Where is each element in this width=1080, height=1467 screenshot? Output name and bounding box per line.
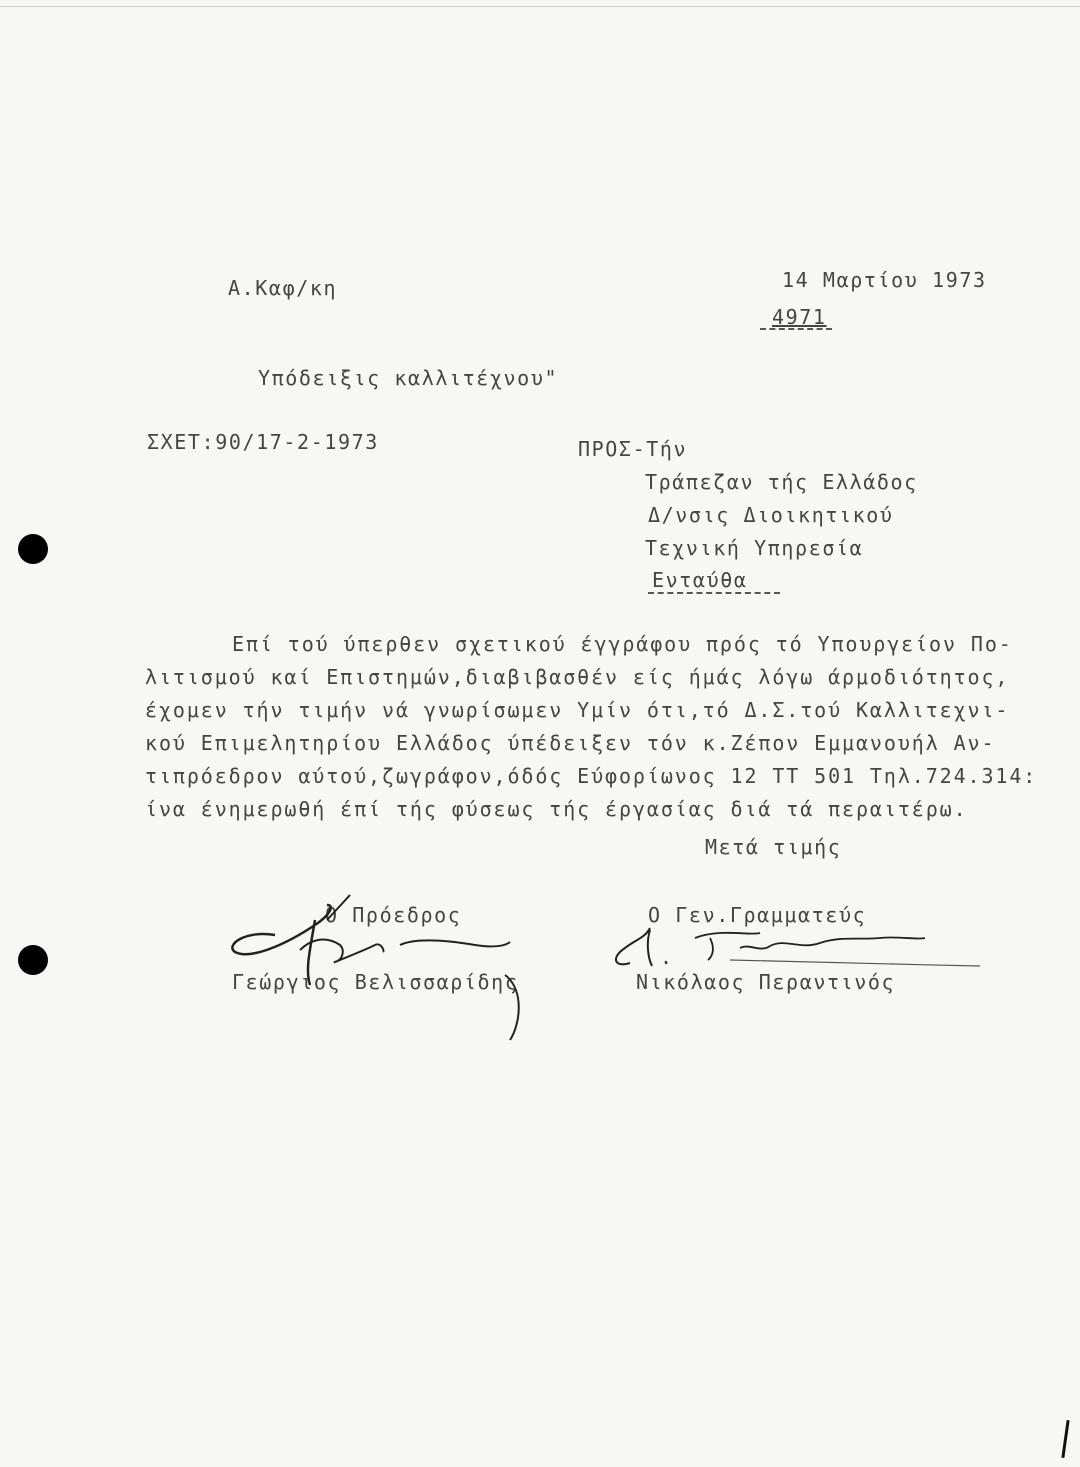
recipient-underline [648,592,780,594]
letter-date: 14 Μαρτίου 1973 [782,268,987,292]
body-line-3: έχομεν τήν τιμήν νά γνωρίσωμεν Υμίν ότι,τό Δ.Σ.τού Καλλιτεχνι- [145,698,1010,722]
punch-hole-top [18,534,48,564]
body-line-2: λιτισμού καί Επιστημών,διαβιβασθέν είς ήμάς λόγω άρμοδιότητος, [145,665,1010,689]
right-signatory-title: Ο Γεν.Γραμματεύς [648,903,867,927]
body-line-5: τιπρόεδρον αύτού,ζωγράφον,όδός Εύφορίωνος 12 ΤΤ 501 Τηλ.724.314: [145,764,1038,788]
recipient-line-1: Τράπεζαν τής Ελλάδος [645,470,918,494]
closing: Μετά τιμής [705,835,842,859]
subject-line: Υπόδειξις καλλιτέχνου" [258,366,559,390]
page-top-edge [0,6,1080,7]
body-line-6: ίνα ένημερωθή έπί τής φύσεως τής έργασίας διά τά περαιτέρω. [145,797,968,821]
left-signatory-name: Γεώργιος Βελισσαρίδης [232,970,519,994]
protocol-underline [760,328,832,330]
left-signatory-title: Ο Πρόεδρος [325,903,462,927]
right-signatory-name: Νικόλαος Περαντινός [636,970,896,994]
recipient-line-2: Δ/νσις Διοικητικού [648,503,894,527]
recipient-line-3: Τεχνική Υπηρεσία [645,536,864,560]
protocol-number: 4971 [772,305,827,329]
punch-hole-bottom [18,945,48,975]
sender-code: Α.Καφ/κη [228,276,338,300]
reference: ΣΧΕΤ:90/17-2-1973 [147,430,379,454]
recipient-to: ΠΡΟΣ-Τήν [578,437,688,461]
recipient-line-4: Ενταύθα [652,568,748,592]
body-line-4: κού Επιμελητηρίου Ελλάδος ύπέδειξεν τόν κ.Ζέπον Εμμανουήλ Αν- [145,731,996,755]
edge-mark [1061,1420,1069,1458]
body-line-1: Επί τού ύπερθεν σχετικού έγγράφου πρός τό Υπουργείον Πο- [232,632,1013,656]
